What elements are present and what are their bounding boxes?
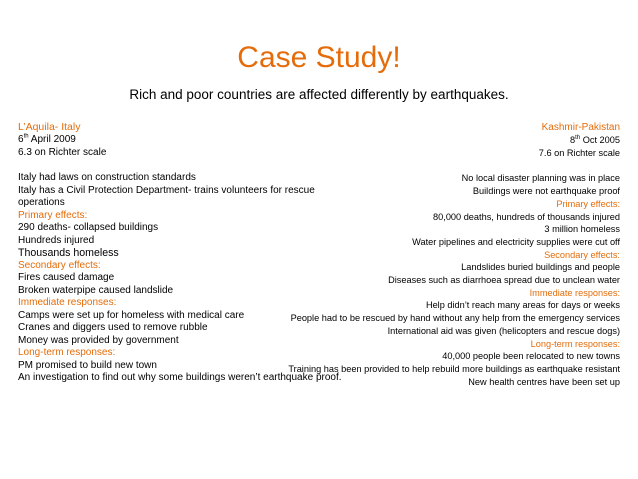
italy-intro-line: Italy has a Civil Protection Department- trains volunteers for rescue operations	[18, 184, 315, 208]
italy-intro-line: Italy had laws on construction standards	[18, 172, 196, 183]
italy-secondary-heading: Secondary effects:	[18, 259, 101, 271]
italy-immediate-item: Camps were set up for homeless with medical care	[18, 309, 245, 321]
italy-primary-item: 290 deaths- collapsed buildings	[18, 222, 159, 233]
italy-primary-item: Hundreds injured	[18, 234, 95, 246]
pakistan-immediate-item: International aid was given (helicopters and rescue dogs)	[387, 325, 620, 336]
pakistan-primary-item: 3 million homeless	[544, 224, 620, 235]
pakistan-immediate-item: Help didn’t reach many areas for days or weeks	[425, 300, 620, 311]
pakistan-intro-line: Buildings were not earthquake proof	[472, 186, 620, 197]
italy-primary-heading: Primary effects:	[18, 209, 88, 221]
pakistan-longterm-item: Training has been provided to help rebuild more buildings as earthquake resistant	[288, 363, 620, 374]
pakistan-longterm-item: 40,000 people been relocated to new towns	[442, 351, 620, 362]
italy-longterm-item: An investigation to find out why some buildings weren’t earthquake proof.	[18, 372, 342, 383]
italy-immediate-heading: Immediate responses:	[18, 297, 117, 308]
pakistan-heading: Kashmir-Pakistan	[541, 122, 620, 133]
pakistan-primary-item: Water pipelines and electricity supplies were cut off	[412, 236, 620, 247]
pakistan-primary-heading: Primary effects:	[556, 198, 620, 209]
italy-secondary-item: Fires caused damage	[18, 272, 115, 283]
pakistan-case-column	[290, 121, 620, 388]
slide-subtitle: Rich and poor countries are affected differently by earthquakes.	[129, 87, 509, 102]
italy-immediate-item: Money was provided by government	[18, 334, 179, 346]
italy-secondary-item: Broken waterpipe caused landslide	[18, 284, 174, 296]
pakistan-secondary-heading: Secondary effects:	[544, 249, 620, 260]
pakistan-immediate-heading: Immediate responses:	[529, 287, 620, 298]
slide-title: Case Study!	[237, 41, 401, 74]
pakistan-intro-line: No local disaster planning was in place	[461, 173, 620, 184]
italy-primary-item: Thousands homeless	[18, 247, 119, 259]
pakistan-date: 8th Oct 2005	[570, 134, 620, 145]
italy-longterm-item: PM promised to build new town	[18, 359, 157, 371]
pakistan-immediate-item: People had to be rescued by hand without any help from the emergency services	[290, 313, 620, 324]
pakistan-secondary-item: Landslides buried buildings and people	[461, 262, 620, 273]
italy-longterm-heading: Long-term responses:	[18, 347, 116, 358]
pakistan-magnitude: 7.6 on Richter scale	[538, 147, 620, 158]
pakistan-longterm-heading: Long-term responses:	[530, 338, 620, 349]
italy-heading: L’Aquila- Italy	[18, 121, 81, 133]
italy-immediate-item: Cranes and diggers used to remove rubble	[18, 322, 208, 333]
italy-magnitude: 6.3 on Richter scale	[18, 146, 107, 158]
pakistan-primary-item: 80,000 deaths, hundreds of thousands injured	[433, 211, 620, 222]
pakistan-longterm-item: New health centres have been set up	[468, 376, 620, 387]
pakistan-secondary-item: Diseases such as diarrhoea spread due to unclean water	[388, 275, 620, 286]
italy-date: 6th April 2009	[18, 133, 76, 145]
